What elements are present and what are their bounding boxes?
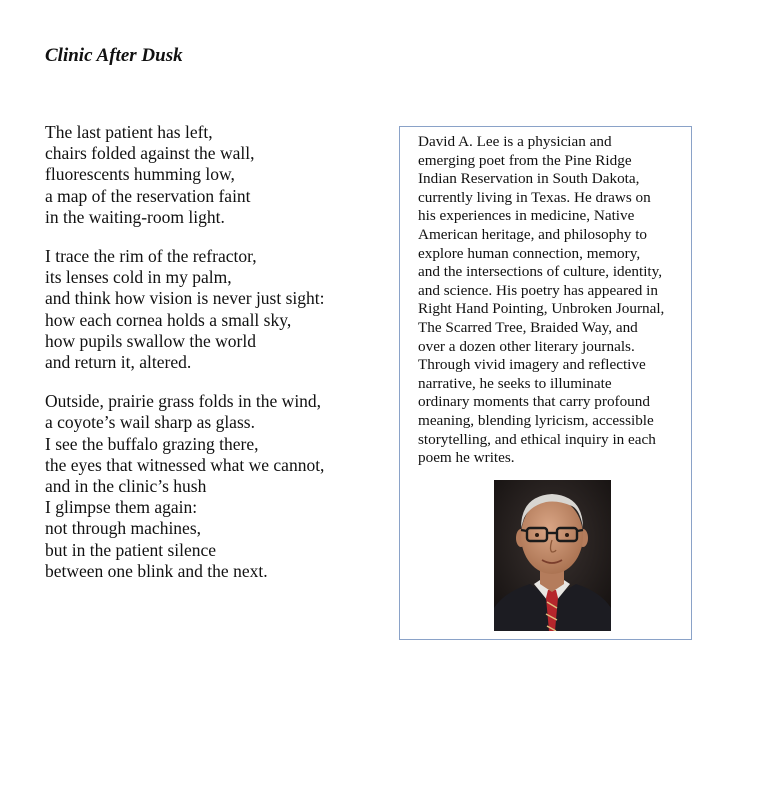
poem-line: in the waiting-room light. — [45, 206, 225, 227]
author-bio-box — [399, 126, 692, 640]
bio-line: poem he writes. — [418, 449, 515, 467]
poem-line: chairs folded against the wall, — [45, 143, 255, 164]
bio-line: narrative, he seeks to illuminate — [418, 374, 612, 392]
bio-line: currently living in Texas. He draws on — [418, 188, 651, 206]
poem-line: a map of the reservation faint — [45, 185, 251, 206]
author-bio-text — [418, 133, 688, 468]
bio-line: Indian Reservation in South Dakota, — [418, 170, 640, 188]
poem-title: Clinic After Dusk — [45, 45, 183, 66]
poem-line: I glimpse them again: — [45, 497, 198, 518]
bio-line: American heritage, and philosophy to — [418, 225, 648, 243]
bio-line: ordinary moments that carry profound — [418, 393, 650, 411]
stanza-1 — [45, 122, 385, 228]
poem-line: I trace the rim of the refractor, — [45, 246, 257, 267]
poem-line: and return it, altered. — [45, 352, 192, 373]
poem-line: and think how vision is never just sight: — [45, 288, 325, 309]
bio-line: and the intersections of culture, identity, — [418, 263, 663, 281]
poem-line: how pupils swallow the world — [45, 330, 256, 351]
bio-line: The Scarred Tree, Braided Way, and — [418, 318, 638, 336]
bio-line: over a dozen other literary journals. — [418, 337, 635, 355]
bio-line: Right Hand Pointing, Unbroken Journal, — [418, 300, 665, 318]
poem-line: a coyote’s wail sharp as glass. — [45, 412, 255, 433]
poem-line: not through machines, — [45, 518, 202, 539]
poem-body — [45, 122, 385, 600]
bio-line: David A. Lee is a physician and — [418, 133, 612, 150]
poem-line: between one blink and the next. — [45, 560, 268, 581]
bio-line: emerging poet from the Pine Ridge — [418, 151, 632, 169]
poem-line: I see the buffalo grazing there, — [45, 433, 259, 454]
stanza-2 — [45, 246, 385, 373]
poem-line: its lenses cold in my palm, — [45, 267, 232, 288]
bio-line: Through vivid imagery and reflective — [418, 356, 646, 374]
poem-line: Outside, prairie grass folds in the wind, — [45, 391, 322, 412]
poem-line: The last patient has left, — [45, 122, 213, 142]
poem-line: but in the patient silence — [45, 539, 217, 560]
author-portrait — [494, 480, 611, 631]
bio-line: explore human connection, memory, — [418, 244, 641, 262]
bio-line: storytelling, and ethical inquiry in each — [418, 430, 656, 448]
bio-line: his experiences in medicine, Native — [418, 207, 635, 225]
poem-line: how each cornea holds a small sky, — [45, 309, 292, 330]
stanza-3 — [45, 391, 385, 582]
poem-line: and in the clinic’s hush — [45, 476, 207, 497]
poem-line: fluorescents humming low, — [45, 164, 235, 185]
poem-line: the eyes that witnessed what we cannot, — [45, 454, 325, 475]
bio-line: and science. His poetry has appeared in — [418, 281, 658, 299]
bio-line: meaning, blending lyricism, accessible — [418, 411, 654, 429]
